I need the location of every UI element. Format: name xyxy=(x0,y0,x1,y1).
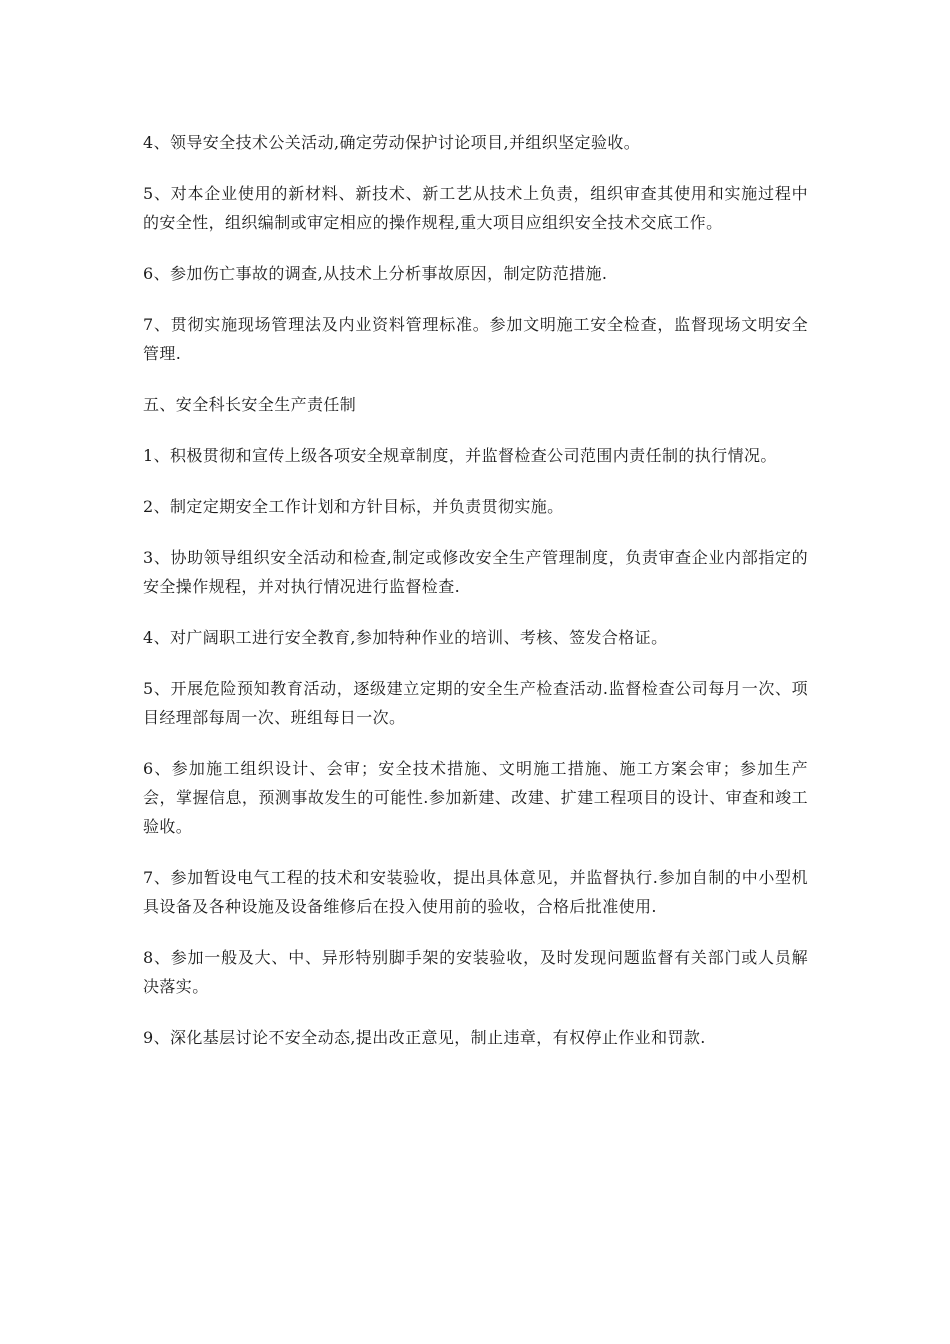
paragraph-item-9-grassroots-discussion: 9、深化基层讨论不安全动态,提出改正意见，制止违章，有权停止作业和罚款. xyxy=(143,1028,706,1047)
paragraph-item-6-accident-investigation: 6、参加伤亡事故的调查,从技术上分析事故原因，制定防范措施. xyxy=(143,264,608,283)
document-body xyxy=(143,128,808,1074)
paragraph-item-7-site-management: 7、贯彻实施现场管理法及内业资料管理标准。参加文明施工安全检查，监督现场文明安全管理. xyxy=(143,315,808,363)
paragraph-item-6-construction-review: 6、参加施工组织设计、会审；安全技术措施、文明施工措施、施工方案会审；参加生产会，掌握信息，预测事故发生的可能性.参加新建、改建、扩建工程项目的设计、审查和竣工验收。 xyxy=(143,759,808,836)
paragraph-item-4-lead-tech: 4、领导安全技术公关活动,确定劳动保护讨论项目,并组织坚定验收。 xyxy=(143,133,641,152)
paragraph-item-5-hazard-prediction: 5、开展危险预知教育活动，逐级建立定期的安全生产检查活动.监督检查公司每月一次、项目经理部每周一次、班组每日一次。 xyxy=(143,679,808,727)
paragraph-item-8-scaffold-acceptance: 8、参加一般及大、中、异形特别脚手架的安装验收，及时发现问题监督有关部门或人员解决落实。 xyxy=(143,948,808,996)
paragraph-item-7-electrical-acceptance: 7、参加暂设电气工程的技术和安装验收，提出具体意见，并监督执行.参加自制的中小型机具设备及各种设施及设备维修后在投入使用前的验收，合格后批准使用. xyxy=(143,868,808,916)
paragraph-item-1-promote-rules: 1、积极贯彻和宣传上级各项安全规章制度，并监督检查公司范围内责任制的执行情况。 xyxy=(143,446,777,465)
section-heading: 五、安全科长安全生产责任制 xyxy=(143,395,357,414)
paragraph-item-3-assist-leadership: 3、协助领导组织安全活动和检查,制定或修改安全生产管理制度，负责审查企业内部指定的安全操作规程，并对执行情况进行监督检查. xyxy=(143,548,808,596)
paragraph-item-4-staff-education: 4、对广阔职工进行安全教育,参加特种作业的培训、考核、签发合格证。 xyxy=(143,628,668,647)
paragraph-item-5-new-materials: 5、对本企业使用的新材料、新技术、新工艺从技术上负责，组织审查其使用和实施过程中的安全性，组织编制或审定相应的操作规程,重大项目应组织安全技术交底工作。 xyxy=(143,184,808,232)
paragraph-item-2-safety-plan: 2、制定定期安全工作计划和方针目标，并负责贯彻实施。 xyxy=(143,497,564,516)
